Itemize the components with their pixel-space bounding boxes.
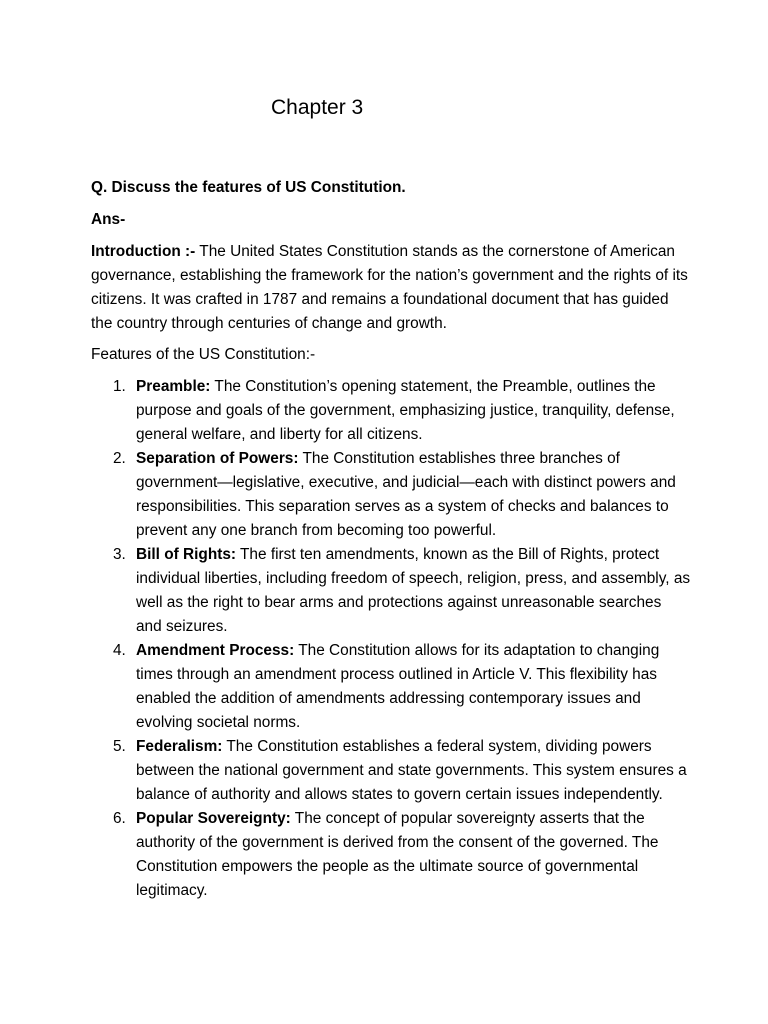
feature-number: 1. xyxy=(113,378,126,395)
feature-description: The first ten amendments, known as the Bill of Rights, protect individual liberties, including freedom of speech, religion, press, and assembly, as well as the right to bear arms and protections against unreasonable searches and seizures. xyxy=(136,546,691,635)
feature-item-amendment-process xyxy=(91,639,691,735)
feature-item-preamble xyxy=(91,375,691,447)
features-heading: Features of the US Constitution:- xyxy=(91,346,316,363)
feature-description: The Constitution establishes three branches of government—legislative, executive, and judicial—each with distinct powers and responsibilities. This separation serves as a system of checks and balances to prevent any one branch from becoming too powerful. xyxy=(136,450,676,539)
introduction-paragraph xyxy=(91,240,691,336)
feature-description: The concept of popular sovereignty asserts that the authority of the government is derived from the consent of the governed. The Constitution empowers the people as the ultimate source of governmental legitimacy. xyxy=(136,810,659,899)
answer-label: Ans- xyxy=(91,211,126,228)
feature-number: 3. xyxy=(113,546,126,563)
document-body xyxy=(91,176,691,903)
feature-description: The Constitution establishes a federal system, dividing powers between the national government and state governments. This system ensures a balance of authority and allows states to govern certain issues independently. xyxy=(136,738,687,803)
introduction-text: The United States Constitution stands as the cornerstone of American governance, establishing the framework for the nation’s government and the rights of its citizens. It was crafted in 1787 and remains a foundational document that has guided the country through centuries of change and growth. xyxy=(91,243,688,332)
feature-term: Separation of Powers: xyxy=(136,450,299,467)
feature-description: The Constitution allows for its adaptation to changing times through an amendment process outlined in Article V. This flexibility has enabled the addition of amendments addressing contemporary issues and evolving societal norms. xyxy=(136,642,660,731)
feature-number: 2. xyxy=(113,450,126,467)
feature-item-federalism xyxy=(91,735,691,807)
feature-item-popular-sovereignty xyxy=(91,807,691,903)
feature-number: 6. xyxy=(113,810,126,827)
feature-item-bill-of-rights xyxy=(91,543,691,639)
feature-term: Federalism: xyxy=(136,738,223,755)
features-list xyxy=(91,375,691,903)
feature-description: The Constitution’s opening statement, the Preamble, outlines the purpose and goals of the government, emphasizing justice, tranquility, defense, general welfare, and liberty for all citizens. xyxy=(136,378,675,443)
feature-number: 4. xyxy=(113,642,126,659)
feature-term: Amendment Process: xyxy=(136,642,295,659)
feature-term: Popular Sovereignty: xyxy=(136,810,291,827)
question-text: Q. Discuss the features of US Constitution. xyxy=(91,179,406,196)
feature-term: Bill of Rights: xyxy=(136,546,237,563)
chapter-title: Chapter 3 xyxy=(271,96,364,119)
feature-term: Preamble: xyxy=(136,378,211,395)
feature-number: 5. xyxy=(113,738,126,755)
introduction-label: Introduction :- xyxy=(91,243,196,260)
feature-item-separation-of-powers xyxy=(91,447,691,543)
